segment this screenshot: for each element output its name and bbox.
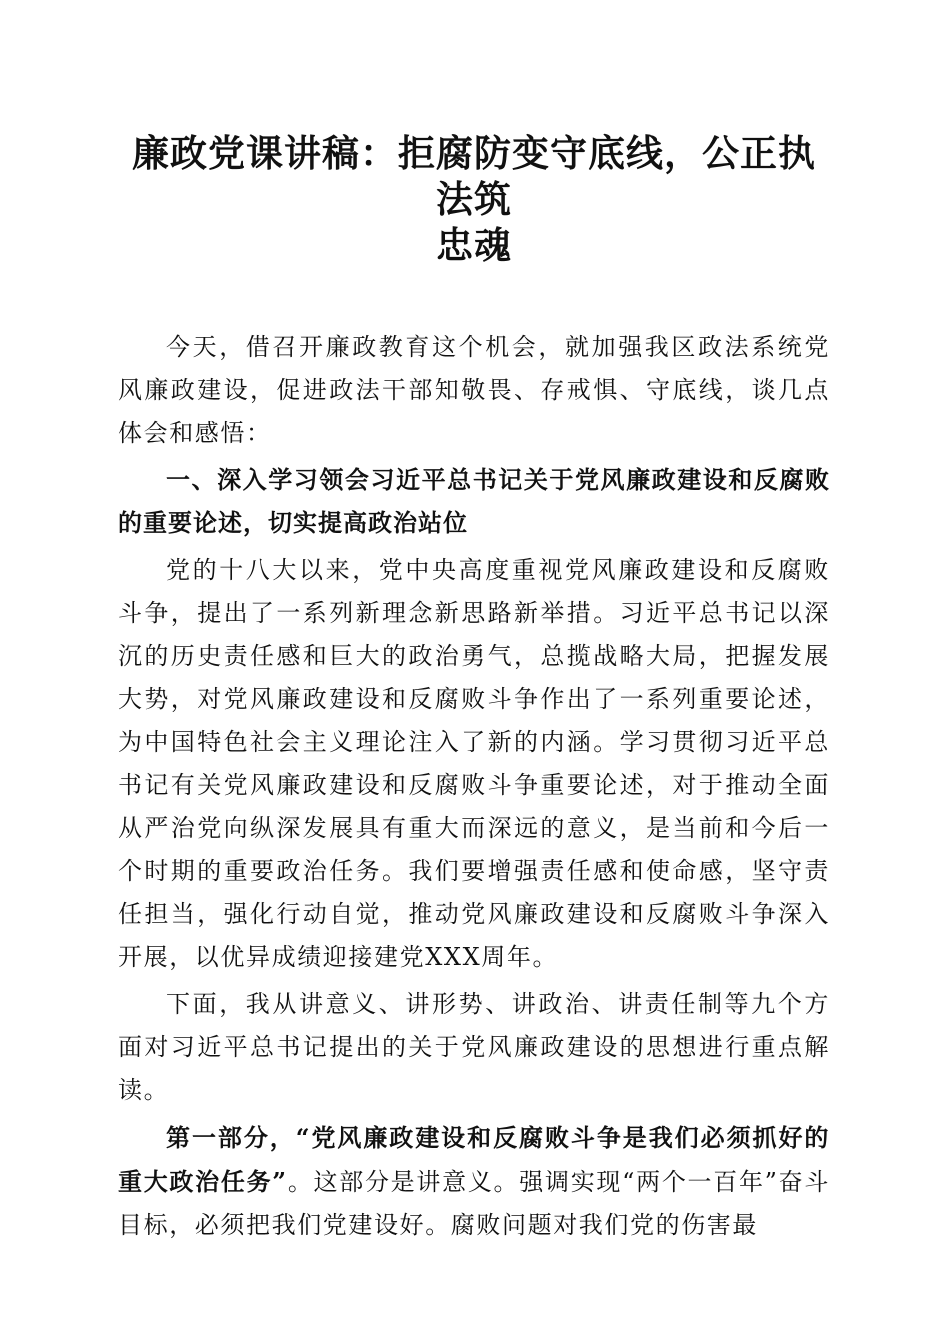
part-one-text: 。这部分是讲意义。强调实现“两个一百年”奋斗目标，必须把我们党建设好。腐败问题对我们党的伤害最	[118, 1168, 830, 1239]
body-paragraph-2: 下面，我从讲意义、讲形势、讲政治、讲责任制等九个方面对习近平总书记提出的关于党风廉政建设的思想进行重点解读。	[118, 990, 830, 1104]
section-heading-1: 一、深入学习领会习近平总书记关于党风廉政建设和反腐败的重要论述，切实提高政治站位	[118, 466, 830, 537]
body-paragraph-1: 党的十八大以来，党中央高度重视党风廉政建设和反腐败斗争，提出了一系列新理念新思路新举措。习近平总书记以深沉的历史责任感和巨大的政治勇气，总揽战略大局，把握发展大势，对党风廉政建设和反腐败斗争作出了一系列重要论述，为中国特色社会主义理论注入了新的内涵。学习贯彻习近平总书记有关党风廉政建设和反腐败斗争重要论述，对于推动全面从严治党向纵深发展具有重大而深远的意义，是当前和今后一个时期的重要政治任务。我们要增强责任感和使命感，坚守责任担当，强化行动自觉，推动党风廉政建设和反腐败斗争深入开展，以优异成绩迎接建党XXX周年。	[118, 556, 830, 971]
document-body	[118, 326, 830, 1247]
part-one-lead: 第一部分，“党风廉政建设和反腐败斗争是我们必须抓好的重大政治任务”	[118, 1123, 830, 1196]
intro-paragraph: 今天，借召开廉政教育这个机会，就加强我区政法系统党风廉政建设，促进政法干部知敬畏、存戒惧、守底线，谈几点体会和感悟：	[118, 333, 830, 447]
document-title-line-2: 忠魂	[436, 223, 512, 267]
body-paragraph-3	[118, 1116, 830, 1247]
document-page	[118, 130, 830, 1251]
document-title-line-1: 廉政党课讲稿：拒腐防变守底线，公正执法筑	[132, 131, 816, 221]
document-title	[118, 130, 830, 268]
